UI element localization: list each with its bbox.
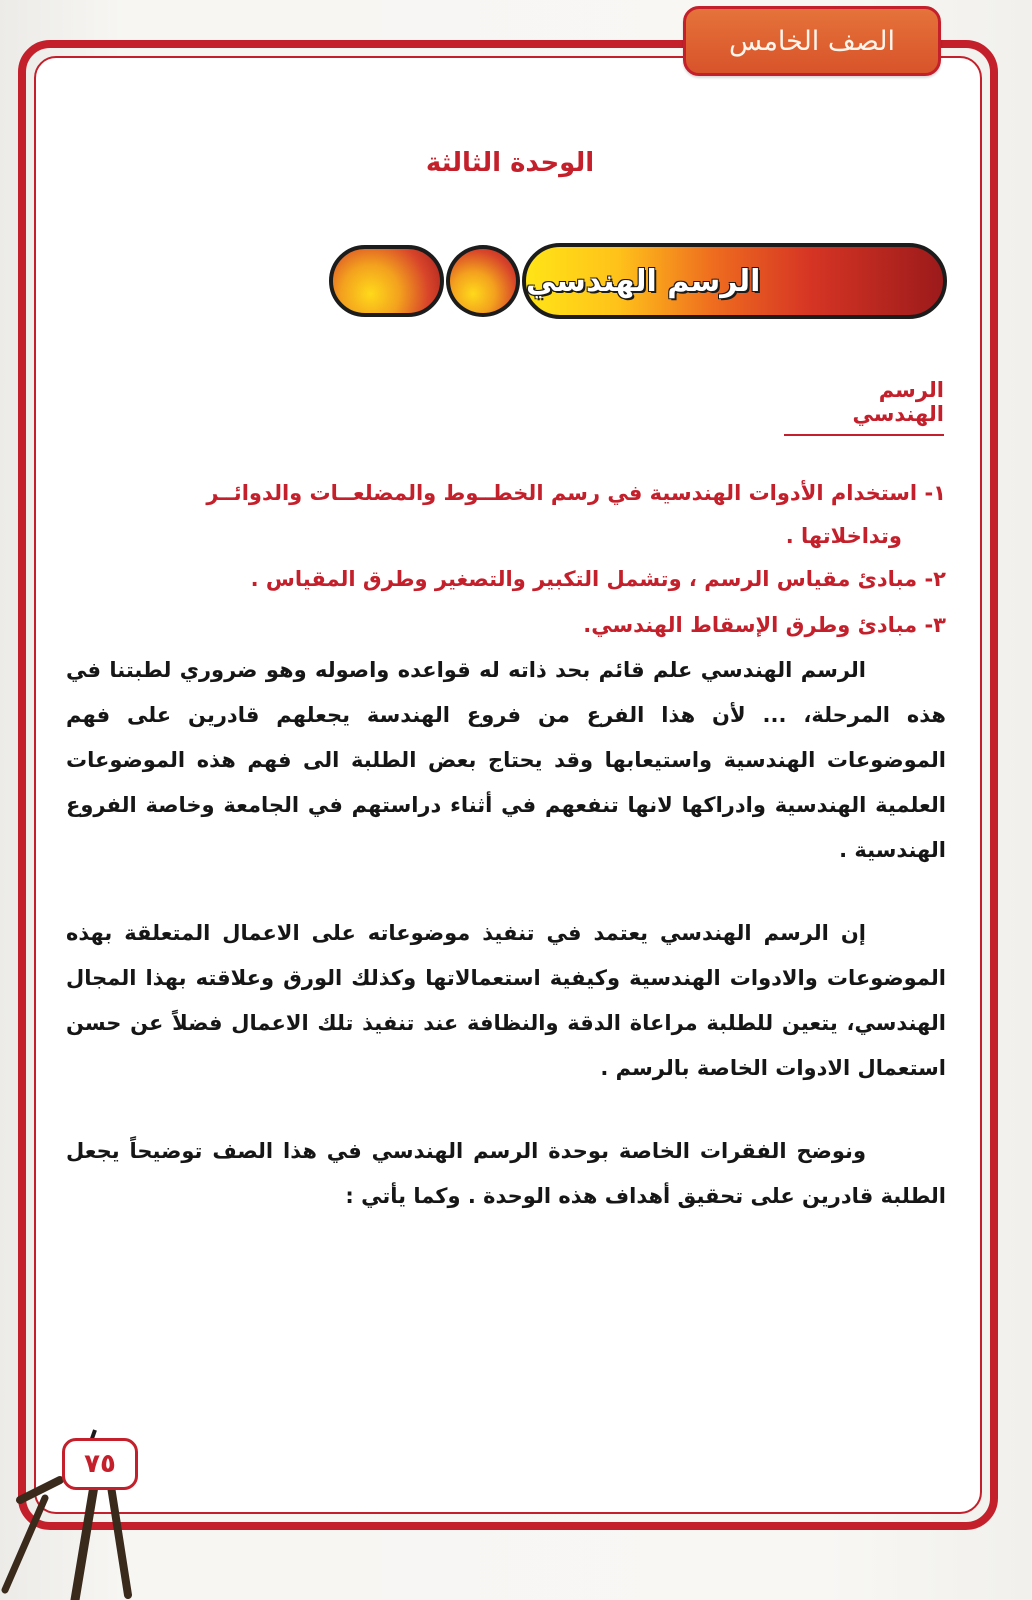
paragraph-spacer: [66, 1091, 946, 1129]
page-number: ٧٥: [62, 1438, 138, 1490]
paragraph-intro: الرسم الهندسي علم قائم بحد ذاته له قواعده واصوله وهو ضروري لطبتنا في هذه المرحلة، ... لأن هذا الفرع من فروع الهندسة يجعلهم قادرين على فهم الموضوعات الهندسية واستيعابها وقد يحتاج بعض الطلبة الى فهم هذه الموضوعات العلمية الهندسية وادراكها لانها تنفعهم في أثناء دراستهم في الجامعة وخاصة الفروع الهندسية .: [66, 658, 946, 862]
unit-banner-title: الرسم الهندسي: [526, 263, 761, 299]
banner-decor-circle: [446, 245, 520, 317]
objective-1: ١- استخدام الأدوات الهندسية في رسم الخطــوط والمضلعــات والدوائــر: [206, 481, 946, 505]
objective-2: ٢- مبادئ مقياس الرسم ، وتشمل التكبير والتصغير وطرق المقياس .: [250, 567, 946, 591]
paragraph-execution: إن الرسم الهندسي يعتمد في تنفيذ موضوعاته على الاعمال المتعلقة بهذه الموضوعات والادوات الهندسية وكيفية استعمالاتها وكذلك الورق وعلاقته بهذا المجال الهندسي، يتعين للطلبة مراعاة الدقة والنظافة عند تنفيذ تلك الاعمال فضلاً عن حسن استعمال الادوات الخاصة بالرسم .: [66, 921, 946, 1080]
objective-3: ٣- مبادئ وطرق الإسقاط الهندسي.: [583, 613, 946, 637]
objective-1-continuation: وتداخلاتها .: [785, 524, 902, 548]
unit-banner: [522, 243, 947, 319]
paragraph-spacer: [66, 873, 946, 911]
section-heading: الرسم الهندسي: [784, 378, 944, 436]
unit-title: الوحدة الثالثة: [425, 148, 595, 178]
grade-tab: الصف الخامس: [683, 6, 941, 76]
banner-decor-oval: [329, 245, 444, 317]
content-body: [66, 470, 946, 1219]
paragraph-outline: ونوضح الفقرات الخاصة بوحدة الرسم الهندسي في هذا الصف توضيحاً يجعل الطلبة قادرين على تحقيق أهداف هذه الوحدة . وكما يأتي :: [66, 1139, 946, 1208]
